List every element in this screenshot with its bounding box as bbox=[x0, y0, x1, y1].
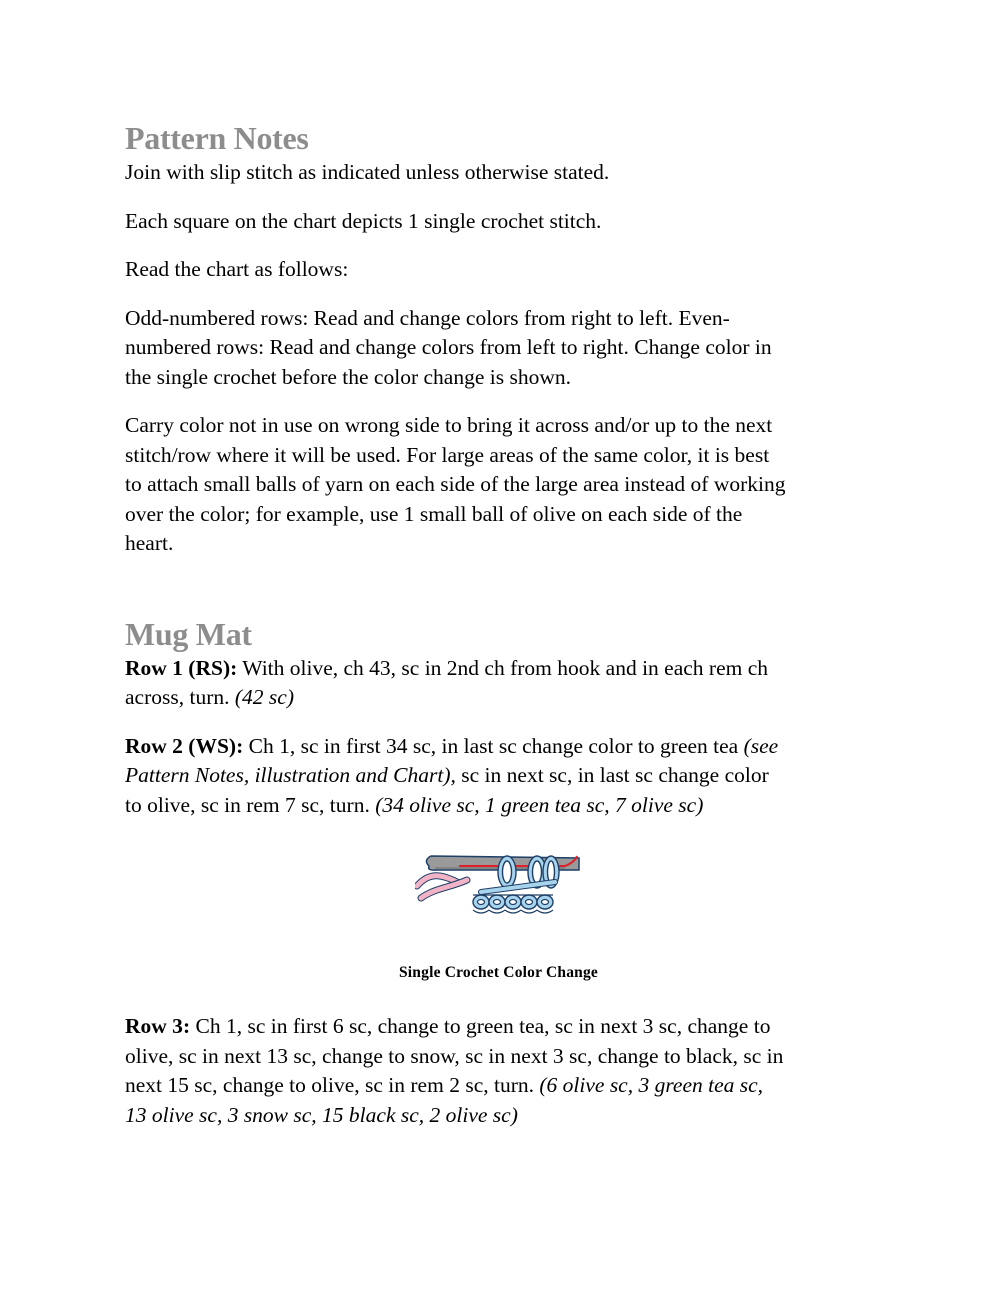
document-page bbox=[125, 118, 885, 1130]
note-chart-square: Each square on the chart depicts 1 single crochet stitch. bbox=[125, 208, 602, 233]
row-3-count: (6 olive sc, 3 green tea sc, bbox=[539, 1073, 764, 1097]
row-3-text: next 15 sc, change to olive, sc in rem 2 sc, turn. bbox=[125, 1073, 540, 1097]
row-3-instruction bbox=[125, 1012, 885, 1130]
row-3-label: Row 3 bbox=[125, 1014, 183, 1038]
note-join: Join with slip stitch as indicated unless otherwise stated. bbox=[125, 160, 610, 184]
note-rows bbox=[125, 304, 885, 393]
note-carry-line: stitch/row where it will be used. For large areas of the same color, it is best bbox=[125, 442, 770, 467]
note-carry-line: heart. bbox=[125, 531, 174, 555]
row-3-text: olive, sc in next 13 sc, change to snow, sc in next 3 sc, change to black, sc in bbox=[125, 1043, 784, 1068]
mug-mat-heading: Mug Mat bbox=[125, 615, 252, 652]
row-2-text: sc in next sc, in last sc change color bbox=[455, 763, 769, 787]
row-3-colon: : bbox=[182, 1014, 191, 1038]
illustration-caption: Single Crochet Color Change bbox=[398, 964, 598, 981]
row-1-count: (42 sc) bbox=[234, 685, 294, 709]
row-2-label: Row 2 (WS): bbox=[125, 733, 244, 758]
row-2-count: (34 olive sc, 1 green tea sc, 7 olive sc) bbox=[375, 792, 704, 817]
row-1-text: across, turn. bbox=[125, 685, 235, 709]
note-carry-line: Carry color not in use on wrong side to bring it across and/or up to the next bbox=[125, 413, 773, 437]
row-3-text: Ch 1, sc in first 6 sc, change to green tea, sc in next 3 sc, change to bbox=[190, 1014, 771, 1038]
row-3-count: 13 olive sc, 3 snow sc, 15 black sc, 2 olive sc) bbox=[125, 1102, 518, 1127]
note-carry-line: to attach small balls of yarn on each side of the large area instead of working bbox=[125, 472, 786, 496]
row-2-instruction bbox=[125, 732, 885, 821]
row-1-instruction bbox=[125, 654, 885, 713]
pattern-notes-heading: Pattern Notes bbox=[125, 120, 309, 156]
note-rows-line: the single crochet before the color change is shown. bbox=[125, 364, 571, 389]
row-2-text: Ch 1, sc in first 34 sc, in last sc change color to green tea bbox=[243, 733, 744, 758]
row-2-note: (see bbox=[743, 733, 779, 758]
row-1-label: Row 1 (RS): bbox=[125, 655, 238, 680]
row-2-text: to olive, sc in rem 7 sc, turn. bbox=[125, 792, 376, 817]
illustration bbox=[125, 846, 885, 948]
row-1-text: With olive, ch 43, sc in 2nd ch from hook and in each rem ch bbox=[237, 655, 769, 680]
row-2-note: Pattern Notes, illustration and Chart), bbox=[125, 763, 456, 787]
note-read-chart: Read the chart as follows: bbox=[125, 257, 349, 281]
note-carry-color bbox=[125, 411, 885, 559]
note-rows-line: Odd-numbered rows: Read and change colors from right to left. Even- bbox=[125, 305, 730, 330]
note-rows-line: numbered rows: Read and change colors from left to right. Change color in bbox=[125, 335, 772, 359]
crochet-hook-color-change-icon bbox=[415, 846, 585, 918]
note-carry-line: over the color; for example, use 1 small ball of olive on each side of the bbox=[125, 501, 743, 526]
